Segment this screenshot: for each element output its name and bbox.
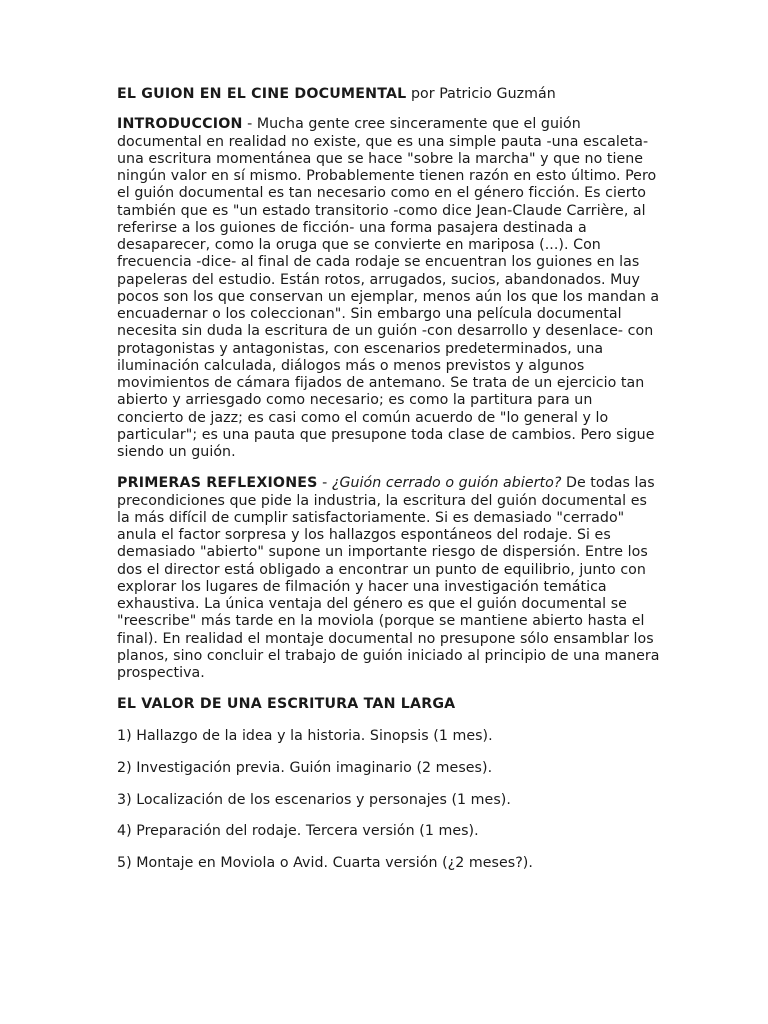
list-item: 4) Preparación del rodaje. Tercera versión (1 mes). — [117, 823, 479, 840]
valor-heading: EL VALOR DE UNA ESCRITURA TAN LARGA — [117, 696, 456, 713]
title-byline: por Patricio Guzmán — [406, 86, 556, 102]
document-page — [117, 86, 661, 887]
list-item: 1) Hallazgo de la idea y la historia. Sinopsis (1 mes). — [117, 728, 493, 744]
list-item: 2) Investigación previa. Guión imaginario (2 meses). — [117, 759, 493, 776]
reflexiones-paragraph — [117, 475, 661, 682]
intro-heading: INTRODUCCION — [117, 116, 243, 133]
intro-paragraph — [117, 116, 661, 461]
valor-list — [117, 728, 661, 872]
intro-text: - Mucha gente cree sinceramente que el guión documental en realidad no existe, que es una simple pauta -una escaleta- una escritura momentánea que se hace "sobre la marcha" y que no tiene ningún valor en sí mismo. Probablemente tienen razón en esto último. Pero el guión documental es tan necesario como en el género ficción. Es cierto también que es "un estado transitorio -como dice Jean-Claude Carrière, al referirse a los guiones de ficción- una forma pasajera destinada a desaparecer, como la oruga que se convierte en mariposa (...). Con frecuencia -dice- al final de cada rodaje se encuentran los guiones en las papeleras del estudio. Están rotos, arrugados, sucios, abandonados. Muy pocos son los que conservan un ejemplar, menos aún los que los mandan a encuadernar o los coleccionan". Sin embargo una película documental necesita sin duda la escritura de un guión -con desarrollo y desenlace- con protagonistas y antagonistas, con escenarios predeterminados, una iluminación calculada, diálogos más o menos previstos y algunos movimientos de cámara fijados de antemano. Se trata de un ejercicio tan abierto y arriesgado como necesario; es como la partitura para un concierto de jazz; es casi como el común acuerdo de "lo general y lo particular"; es una pauta que presupone toda clase de cambios. Pero sigue siendo un guión. — [117, 116, 660, 460]
reflexiones-question: ¿Guión cerrado o guión abierto? — [331, 475, 562, 492]
reflexiones-dash: - — [317, 475, 332, 492]
reflexiones-text: De todas las precondiciones que pide la industria, la escritura del guión documental es la más difícil de cumplir satisfactoriamente. Si es demasiado "cerrado" anula el factor sorpresa y los hallazgos espontáneos del rodaje. Si es demasiado "abierto" supone un importante riesgo de dispersión. Entre los dos el director está obligado a encontrar un punto de equilibrio, junto con explorar los lugares de filmación y hacer una investigación temática exhaustiva. La única ventaja del género es que el guión documental se "reescribe" más tarde en la moviola (porque se mantiene abierto hasta el final). En realidad el montaje documental no presupone sólo ensamblar los planos, sino concluir el trabajo de guión iniciado al principio de una manera prospectiva. — [117, 475, 660, 681]
list-item: 5) Montaje en Moviola o Avid. Cuarta versión (¿2 meses?). — [117, 855, 533, 871]
list-item: 3) Localización de los escenarios y personajes (1 mes). — [117, 791, 511, 808]
title-heading: EL GUION EN EL CINE DOCUMENTAL — [117, 86, 407, 102]
document-title — [117, 86, 661, 103]
reflexiones-heading: PRIMERAS REFLEXIONES — [117, 475, 318, 492]
